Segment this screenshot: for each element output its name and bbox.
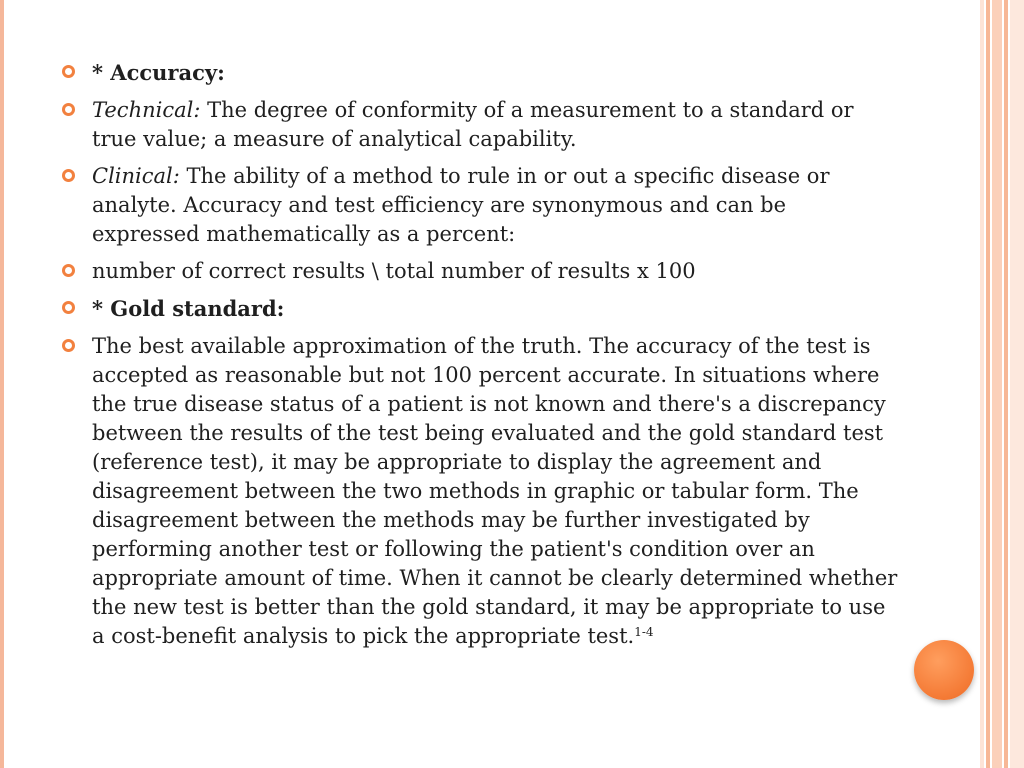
- orange-circle-decoration: [914, 640, 974, 700]
- citation-superscript: 1-4: [634, 625, 654, 639]
- heading-text: * Accuracy:: [92, 60, 225, 85]
- bullet-icon: [62, 264, 75, 277]
- term-label: Clinical:: [92, 164, 180, 188]
- list-item-technical: [0, 96, 900, 154]
- list-item-clinical: [0, 162, 900, 249]
- bullet-text: [92, 162, 900, 249]
- bullet-icon: [62, 103, 75, 116]
- list-item-gold-standard-description: [0, 332, 900, 651]
- right-decor-stripe: [1010, 0, 1024, 768]
- term-label: Technical:: [92, 98, 201, 122]
- right-decor-stripe: [980, 0, 984, 768]
- right-decor-stripe: [986, 0, 990, 768]
- right-decor-stripe: [1004, 0, 1008, 768]
- bullet-text: [92, 58, 900, 88]
- list-item-gold-standard-heading: [0, 294, 900, 324]
- bullet-icon: [62, 339, 75, 352]
- list-item-formula: [0, 257, 900, 286]
- right-decor-stripe: [992, 0, 1002, 768]
- bullet-icon: [62, 301, 75, 314]
- bullet-icon: [62, 169, 75, 182]
- list-item-accuracy-heading: [0, 58, 900, 88]
- bullet-text: [92, 294, 900, 324]
- formula-text: number of correct results \ total number of results x 100: [92, 259, 696, 283]
- bullet-icon: [62, 65, 75, 78]
- slide-bullet-list: [0, 58, 900, 659]
- bullet-text: [92, 332, 900, 651]
- bullet-text: [92, 96, 900, 154]
- heading-text: * Gold standard:: [92, 296, 285, 321]
- description-text: The best available approximation of the truth. The accuracy of the test is accepted as reasonable but not 100 percent accurate. In situations where the true disease status of a patient is not known and there's a discrepancy between the results of the test being evaluated and the gold standard test (reference test), it may be appropriate to display the agreement and disagreement between the two methods in graphic or tabular form. The disagreement between the methods may be further investigated by performing another test or following the patient's condition over an appropriate amount of time. When it cannot be clearly determined whether the new test is better than the gold standard, it may be appropriate to use a cost-benefit analysis to pick the appropriate test.: [92, 334, 898, 648]
- definition-text: The degree of conformity of a measurement to a standard or true value; a measure of analytical capability.: [92, 98, 854, 151]
- definition-text: The ability of a method to rule in or out a specific disease or analyte. Accuracy and test efficiency are synonymous and can be expressed mathematically as a percent:: [92, 164, 830, 246]
